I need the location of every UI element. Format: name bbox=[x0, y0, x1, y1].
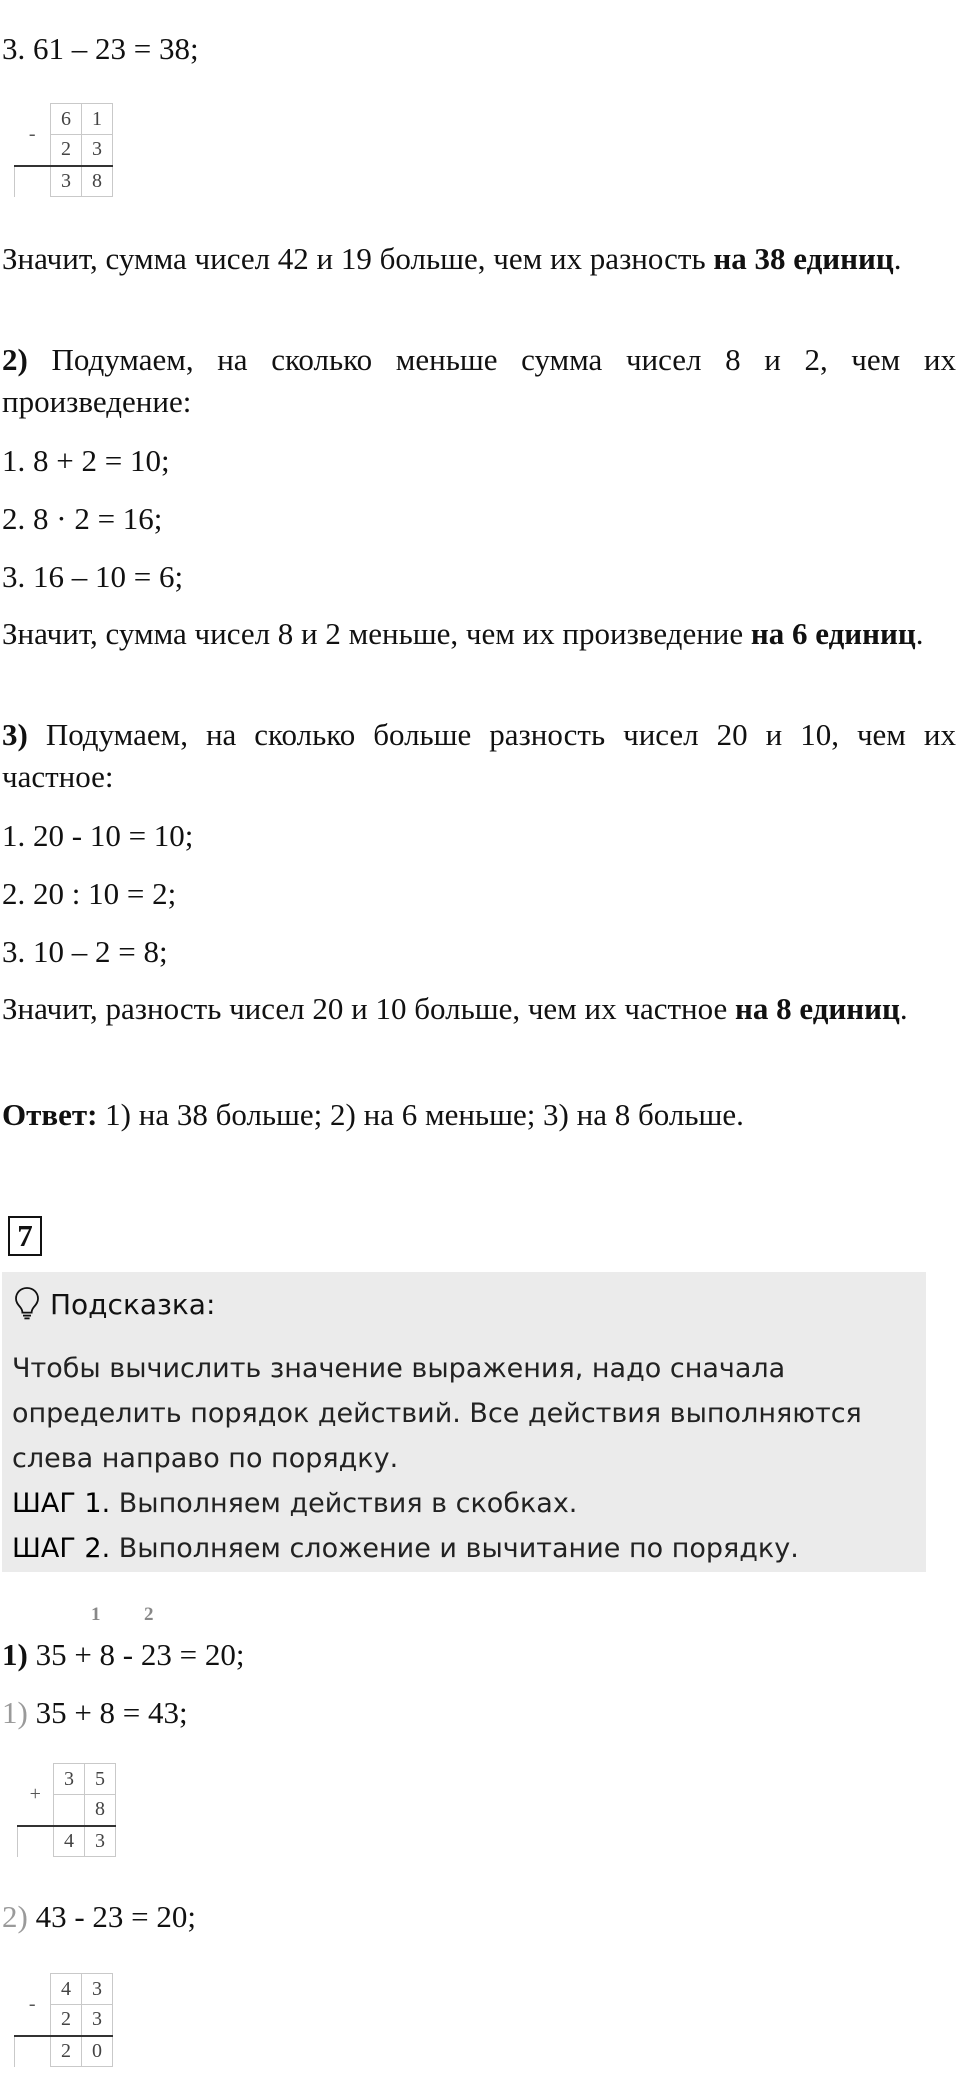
action-line: 1) 35 + 8 = 43; bbox=[2, 1695, 188, 1730]
result-cell: 3 bbox=[51, 166, 82, 197]
conclusion-emphasis: на 8 единиц bbox=[735, 991, 900, 1026]
digit-cell bbox=[54, 1795, 85, 1826]
digit-cell: 3 bbox=[54, 1764, 85, 1795]
order-mark: 1 bbox=[91, 1604, 101, 1625]
hint-panel bbox=[2, 1272, 926, 1572]
task-intro: 2) Подумаем, на сколько меньше сумма чисел 8 и 2, чем их произведение: bbox=[2, 342, 956, 419]
step-label: ШАГ 1. bbox=[12, 1488, 111, 1519]
digit-cell: 3 bbox=[82, 1974, 113, 2005]
action-number: 1) bbox=[2, 1695, 28, 1730]
conclusion-paragraph: Значит, разность чисел 20 и 10 больше, чем их частное на 8 единиц. bbox=[2, 991, 908, 1026]
result-cell: 4 bbox=[54, 1826, 85, 1857]
result-cell: 0 bbox=[82, 2036, 113, 2067]
answer-line: Ответ: 1) на 38 больше; 2) на 6 меньше; 3) на 8 больше. bbox=[2, 1097, 744, 1132]
equation-line: 1. 8 + 2 = 10; bbox=[2, 443, 170, 478]
result-cell: 3 bbox=[85, 1826, 116, 1857]
task-number: 7 bbox=[8, 1216, 42, 1256]
column-subtraction bbox=[14, 1973, 113, 2067]
empty-cell bbox=[18, 1826, 54, 1857]
action-line: 2) 43 - 23 = 20; bbox=[2, 1899, 196, 1934]
empty-cell bbox=[15, 2036, 51, 2067]
operator: - bbox=[28, 1992, 36, 2015]
conclusion-emphasis: на 38 единиц bbox=[713, 241, 894, 276]
equation-line: 3. 16 – 10 = 6; bbox=[2, 559, 184, 594]
task-intro: 3) Подумаем, на сколько больше разность чисел 20 и 10, чем их частное: bbox=[2, 717, 956, 794]
column-addition bbox=[17, 1763, 116, 1857]
equation-line: 2. 8 · 2 = 16; bbox=[2, 501, 163, 536]
digit-cell: 3 bbox=[82, 135, 113, 166]
digit-cell: 4 bbox=[51, 1974, 82, 2005]
lightbulb-icon bbox=[14, 1286, 40, 1320]
empty-cell bbox=[15, 166, 51, 197]
expression-line: 1) 35 + 8 - 23 = 20; bbox=[2, 1637, 245, 1672]
digit-cell: 8 bbox=[85, 1795, 116, 1826]
hint-title: Подсказка: bbox=[14, 1286, 215, 1321]
action-number: 2) bbox=[2, 1899, 28, 1934]
result-cell: 2 bbox=[51, 2036, 82, 2067]
conclusion-emphasis: на 6 единиц bbox=[750, 616, 916, 651]
task-label: 2) bbox=[2, 342, 28, 377]
equation-line: 3. 10 – 2 = 8; bbox=[2, 934, 168, 969]
equation-line: 2. 20 : 10 = 2; bbox=[2, 876, 177, 911]
task-label: 1) bbox=[2, 1637, 28, 1672]
operator: - bbox=[28, 122, 36, 145]
equation-line: 1. 20 - 10 = 10; bbox=[2, 818, 194, 853]
digit-cell: 2 bbox=[51, 2005, 82, 2036]
digit-cell: 6 bbox=[51, 104, 82, 135]
digit-cell: 1 bbox=[82, 104, 113, 135]
step-label: ШАГ 2. bbox=[12, 1533, 111, 1564]
digit-cell: 5 bbox=[85, 1764, 116, 1795]
conclusion-paragraph: Значит, сумма чисел 8 и 2 меньше, чем их произведение на 6 единиц. bbox=[2, 616, 924, 651]
result-cell: 8 bbox=[82, 166, 113, 197]
hint-text: Чтобы вычислить значение выражения, надо сначала определить порядок действий. Все действия выполняются слева направо по порядку. ШАГ 1. Выполняем действия в скобках. ШАГ 2. Выполняем сложение и вычитание по порядку. bbox=[12, 1353, 862, 1564]
digit-cell: 3 bbox=[82, 2005, 113, 2036]
equation-line: 3. 61 – 23 = 38; bbox=[2, 31, 199, 66]
task-label: 3) bbox=[2, 717, 28, 752]
order-mark: 2 bbox=[144, 1604, 154, 1625]
column-subtraction bbox=[14, 103, 113, 197]
conclusion-paragraph: Значит, сумма чисел 42 и 19 больше, чем их разность на 38 единиц. bbox=[2, 241, 902, 276]
digit-cell: 2 bbox=[51, 135, 82, 166]
operator: + bbox=[29, 1782, 41, 1805]
answer-label: Ответ: bbox=[2, 1097, 98, 1132]
